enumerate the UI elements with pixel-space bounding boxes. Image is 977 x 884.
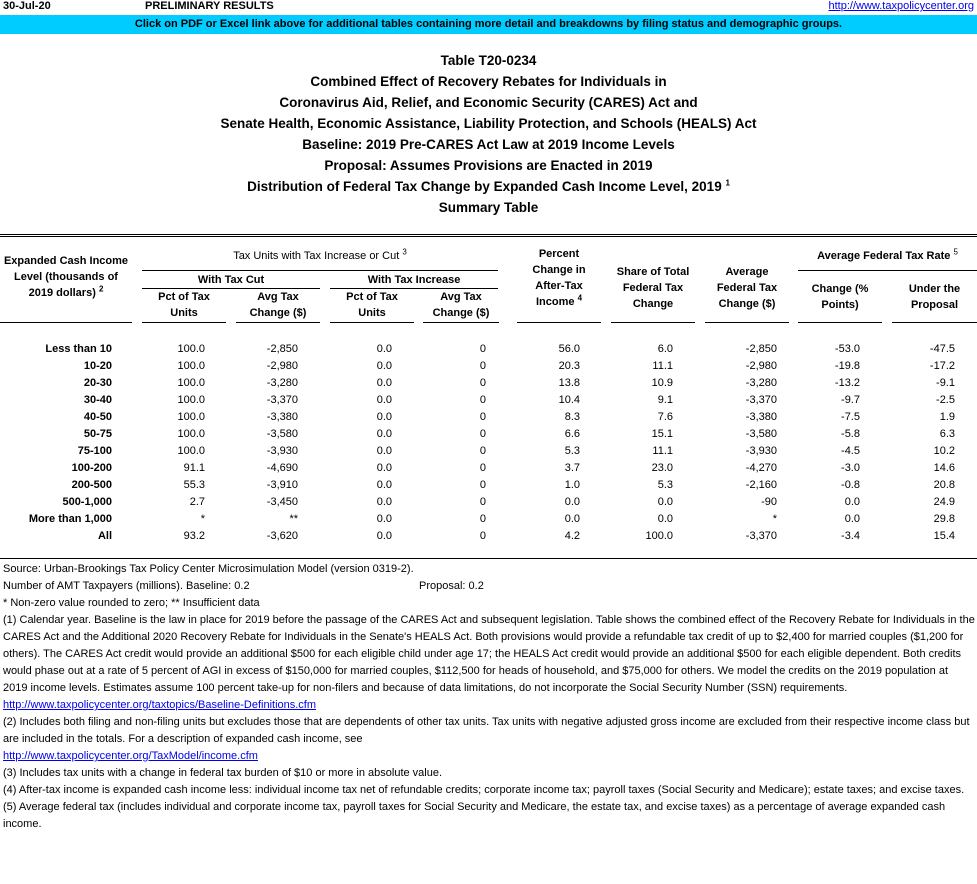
header-underline	[330, 322, 414, 323]
cell-pct-after-tax: 20.3	[558, 360, 580, 372]
row-label: 100-200	[71, 462, 112, 474]
cell-share: 0.0	[657, 496, 673, 508]
summary-title: Summary Table	[438, 200, 539, 215]
header-text: Income	[535, 296, 575, 308]
cell-rate-under: -47.5	[929, 343, 955, 355]
header-inc-avg	[423, 289, 499, 321]
header-text: Change in	[532, 264, 586, 276]
info-banner: Click on PDF or Excel link above for additional tables containing more detail and breakdowns by filing status and demographic groups.	[0, 15, 977, 34]
header-text: Federal Tax	[716, 282, 778, 294]
cell-inc-pct: 0.0	[376, 394, 392, 406]
amt-baseline: Number of AMT Taxpayers (millions). Baseline: 0.2	[3, 580, 250, 592]
cell-rate-change: 0.0	[844, 513, 860, 525]
cell-avg-fed: -2,980	[745, 360, 777, 372]
cell-inc-avg: 0	[479, 530, 486, 542]
row-label: More than 1,000	[28, 513, 112, 525]
footnote-ref: 5	[953, 247, 958, 257]
cell-avg-fed: -3,280	[745, 377, 777, 389]
cell-avg-fed: -3,380	[745, 411, 777, 423]
cell-inc-avg: 0	[479, 411, 486, 423]
header-text: Percent	[538, 248, 580, 260]
table-row	[0, 358, 977, 375]
proposal-title: Proposal: Assumes Provisions are Enacted in 2019	[324, 158, 653, 173]
cell-avg-fed: -3,930	[745, 445, 777, 457]
cell-share: 0.0	[657, 513, 673, 525]
header-text: Proposal	[910, 299, 959, 311]
cell-avg-fed: -3,370	[745, 394, 777, 406]
header-text: Units	[170, 307, 198, 319]
header-income-level	[0, 253, 132, 301]
header-text: Avg Tax	[440, 291, 482, 303]
table-row	[0, 426, 977, 443]
cell-avg-fed: -4,270	[745, 462, 777, 474]
header-share	[611, 264, 695, 312]
cell-avg-fed: -2,850	[745, 343, 777, 355]
cell-inc-pct: 0.0	[376, 428, 392, 440]
row-label: 200-500	[71, 479, 112, 491]
cell-cut-avg: -3,910	[266, 479, 298, 491]
footnote-ref: 1	[725, 178, 730, 188]
cell-cut-pct: 100.0	[177, 360, 205, 372]
header-rate-under	[892, 281, 977, 313]
cell-rate-change: -13.2	[834, 377, 860, 389]
cell-rate-change: -19.8	[834, 360, 860, 372]
cell-cut-pct: 91.1	[183, 462, 205, 474]
header-with-increase: With Tax Increase	[367, 274, 461, 286]
cell-inc-pct: 0.0	[376, 496, 392, 508]
cell-cut-avg: -3,280	[266, 377, 298, 389]
cell-pct-after-tax: 8.3	[564, 411, 580, 423]
cell-pct-after-tax: 3.7	[564, 462, 580, 474]
cell-cut-avg: -4,690	[266, 462, 298, 474]
header-avg-fed-change	[705, 264, 789, 312]
cell-share: 100.0	[645, 530, 673, 542]
header-underline	[423, 322, 499, 323]
cell-cut-pct: 93.2	[183, 530, 205, 542]
cell-pct-after-tax: 1.0	[564, 479, 580, 491]
table-row	[0, 528, 977, 545]
cell-inc-pct: 0.0	[376, 411, 392, 423]
cell-cut-pct: *	[200, 513, 205, 525]
cell-rate-under: 15.4	[933, 530, 955, 542]
header-underline	[611, 322, 695, 323]
table-row	[0, 443, 977, 460]
table-row	[0, 477, 977, 494]
cell-rate-under: 20.8	[933, 479, 955, 491]
header-text: Change	[632, 298, 674, 310]
cell-rate-change: -4.5	[841, 445, 860, 457]
header-cut-pct	[142, 289, 226, 321]
cell-rate-change: 0.0	[844, 496, 860, 508]
cell-inc-avg: 0	[479, 394, 486, 406]
cell-share: 6.0	[657, 343, 673, 355]
cell-inc-avg: 0	[479, 377, 486, 389]
row-label: Less than 10	[45, 343, 112, 355]
header-rate-change	[798, 281, 882, 313]
cell-inc-pct: 0.0	[376, 479, 392, 491]
table-row	[0, 409, 977, 426]
header-text: 2019 dollars)	[28, 287, 96, 299]
cell-inc-avg: 0	[479, 479, 486, 491]
cell-rate-under: 10.2	[933, 445, 955, 457]
top-bar	[0, 0, 977, 14]
header-text: Change ($)	[249, 307, 307, 319]
cell-pct-after-tax: 56.0	[558, 343, 580, 355]
cell-cut-avg: -3,370	[266, 394, 298, 406]
cell-inc-pct: 0.0	[376, 513, 392, 525]
header-underline	[705, 322, 789, 323]
baseline-definitions-link[interactable]: http://www.taxpolicycenter.org/taxtopics/Baseline-Definitions.cfm	[3, 699, 317, 711]
header-tax-units-group	[142, 248, 498, 264]
header-with-cut: With Tax Cut	[197, 274, 265, 286]
cell-rate-under: 24.9	[933, 496, 955, 508]
cell-rate-under: 6.3	[939, 428, 955, 440]
cell-cut-avg: **	[289, 513, 298, 525]
cell-share: 11.1	[652, 360, 673, 372]
cell-inc-pct: 0.0	[376, 343, 392, 355]
cell-avg-fed: -3,580	[745, 428, 777, 440]
header-inc-pct	[330, 289, 414, 321]
title-line-3: Senate Health, Economic Assistance, Liability Protection, and Schools (HEALS) Act	[220, 116, 757, 131]
header-text: Pct of Tax	[158, 291, 210, 303]
header-text: Average Federal Tax Rate	[817, 250, 951, 262]
cell-rate-under: -2.5	[936, 394, 955, 406]
cell-inc-avg: 0	[479, 445, 486, 457]
header-text: Avg Tax	[257, 291, 299, 303]
header-pct-after-tax	[517, 246, 601, 310]
header-text: Average	[725, 266, 769, 278]
table-id: Table T20-0234	[440, 53, 537, 68]
cell-avg-fed: *	[772, 513, 777, 525]
baseline-title: Baseline: 2019 Pre-CARES Act Law at 2019 Income Levels	[302, 137, 675, 152]
cell-share: 7.6	[657, 411, 673, 423]
footnote-ref: 2	[98, 284, 104, 294]
footnotes	[3, 561, 975, 833]
distribution-title	[0, 176, 977, 197]
cell-share: 11.1	[652, 445, 673, 457]
amt-note	[3, 578, 975, 595]
cell-pct-after-tax: 4.2	[564, 530, 580, 542]
cell-cut-avg: -3,450	[266, 496, 298, 508]
header-cut-avg	[236, 289, 320, 321]
cell-avg-fed: -3,370	[745, 530, 777, 542]
header-underline	[517, 322, 601, 323]
table-row	[0, 392, 977, 409]
title-line-1: Combined Effect of Recovery Rebates for Individuals in	[310, 74, 667, 89]
header-text: Expanded Cash Income	[3, 255, 129, 267]
cell-cut-avg: -3,580	[266, 428, 298, 440]
cell-share: 10.9	[651, 377, 673, 389]
cell-cut-avg: -3,380	[266, 411, 298, 423]
cell-cut-avg: -2,850	[266, 343, 298, 355]
footnote-4: (4) After-tax income is expanded cash income less: individual income tax net of refundable credits; corporate income tax; payroll taxes (Social Security and Medicare); estate taxes; and excise taxes.	[3, 784, 965, 796]
header-rate-group	[798, 248, 977, 264]
cell-pct-after-tax: 6.6	[564, 428, 580, 440]
group-underline	[798, 270, 977, 271]
footnote-ref: 4	[577, 293, 583, 303]
cell-pct-after-tax: 0.0	[564, 496, 580, 508]
footnote-2: (2) Includes both filing and non-filing units but excludes those that are dependents of other tax units. Tax units with negative adjusted gross income are excluded from their respective income class but are included in the totals. For a description of expanded cash income, see	[3, 716, 970, 745]
cell-inc-avg: 0	[479, 513, 486, 525]
table-row	[0, 375, 977, 392]
cell-cut-avg: -2,980	[266, 360, 298, 372]
header-underline	[0, 322, 132, 323]
cell-pct-after-tax: 10.4	[558, 394, 580, 406]
header-text: Pct of Tax	[346, 291, 398, 303]
header-text: Change ($)	[432, 307, 490, 319]
cell-inc-pct: 0.0	[376, 360, 392, 372]
table-titles	[0, 50, 977, 218]
footnote-3: (3) Includes tax units with a change in federal tax burden of $10 or more in absolute value.	[3, 767, 443, 779]
cell-pct-after-tax: 5.3	[564, 445, 580, 457]
header-text: Share of Total	[616, 266, 690, 278]
cell-rate-under: 29.8	[933, 513, 955, 525]
cell-share: 5.3	[657, 479, 673, 491]
cell-rate-change: -5.8	[841, 428, 860, 440]
header-text: Tax Units with Tax Increase or Cut	[233, 250, 400, 262]
cell-inc-avg: 0	[479, 343, 486, 355]
cell-share: 9.1	[657, 394, 673, 406]
source-note: Source: Urban-Brookings Tax Policy Center Microsimulation Model (version 0319-2).	[3, 563, 414, 575]
cell-cut-pct: 100.0	[177, 377, 205, 389]
header-text: Change ($)	[718, 298, 776, 310]
cell-inc-avg: 0	[479, 462, 486, 474]
preliminary-label: PRELIMINARY RESULTS	[145, 0, 274, 12]
cell-inc-pct: 0.0	[376, 445, 392, 457]
cell-rate-change: -3.4	[841, 530, 860, 542]
cell-pct-after-tax: 0.0	[564, 513, 580, 525]
row-label: 20-30	[83, 377, 112, 389]
cell-share: 15.1	[651, 428, 673, 440]
header-underline	[236, 322, 320, 323]
cell-cut-avg: -3,620	[266, 530, 298, 542]
row-label: 30-40	[83, 394, 112, 406]
income-definition-link[interactable]: http://www.taxpolicycenter.org/TaxModel/income.cfm	[3, 750, 258, 762]
footnote-1: (1) Calendar year. Baseline is the law in place for 2019 before the passage of the CARES Act and subsequent legislation. Table shows the combined effect of the Recovery Rebate for Individuals in the CARES Act and the Additional 2020 Recovery Rebate for Individuals in the Senate's HEALS Act. Both provisions would provide a refundable tax credit of up to $2,400 for married couples ($1,200 for others). The CARES Act credit would provide an additional $500 for each eligible child under age 17; the HEALS Act credit would provide an additional $500 for each eligible dependent. Both credits would phase out at a rate of 5 percent of AGI in excess of $150,000 for married couples, $112,500 for heads of household, and $75,000 for others. We model the credits on the 2019 population at 2019 income levels. Estimates assume 100 percent take-up for non-filers and because of data limitations, do not incorporate the Social Security Number (SSN) requirements.	[3, 614, 975, 694]
distribution-text: Distribution of Federal Tax Change by Expanded Cash Income Level, 2019	[247, 179, 722, 194]
cell-rate-change: -3.0	[841, 462, 860, 474]
symbol-legend: * Non-zero value rounded to zero; ** Insufficient data	[3, 597, 260, 609]
header-text: Change (%	[811, 283, 869, 295]
header-underline	[892, 322, 977, 323]
table-row	[0, 460, 977, 477]
table-row	[0, 494, 977, 511]
header-text: Points)	[821, 299, 859, 311]
row-label: 500-1,000	[62, 496, 112, 508]
header-underline	[798, 322, 882, 323]
report-date: 30-Jul-20	[3, 0, 51, 12]
cell-inc-pct: 0.0	[376, 530, 392, 542]
cell-rate-under: 1.9	[939, 411, 955, 423]
table-row	[0, 341, 977, 358]
cell-inc-avg: 0	[479, 496, 486, 508]
cell-rate-change: -53.0	[834, 343, 860, 355]
cell-avg-fed: -2,160	[745, 479, 777, 491]
cell-inc-pct: 0.0	[376, 462, 392, 474]
cell-share: 23.0	[651, 462, 673, 474]
row-label: 40-50	[83, 411, 112, 423]
title-line-2: Coronavirus Aid, Relief, and Economic Security (CARES) Act and	[279, 95, 698, 110]
cell-cut-pct: 100.0	[177, 445, 205, 457]
cell-cut-pct: 2.7	[189, 496, 205, 508]
header-text: Units	[358, 307, 386, 319]
header-text: Under the	[908, 283, 961, 295]
group-underline	[142, 270, 498, 271]
cell-rate-under: -9.1	[936, 377, 955, 389]
table-row	[0, 511, 977, 528]
cell-cut-avg: -3,930	[266, 445, 298, 457]
header-text: Federal Tax	[622, 282, 684, 294]
row-label: All	[97, 530, 112, 542]
footnote-ref: 3	[402, 247, 407, 257]
cell-avg-fed: -90	[761, 496, 777, 508]
header-text: Level (thousands of	[14, 271, 118, 283]
cell-rate-under: -17.2	[929, 360, 955, 372]
amt-proposal: Proposal: 0.2	[419, 580, 484, 592]
cell-rate-change: -9.7	[841, 394, 860, 406]
header-underline	[142, 322, 226, 323]
cell-cut-pct: 100.0	[177, 428, 205, 440]
cell-inc-avg: 0	[479, 428, 486, 440]
cell-cut-pct: 100.0	[177, 394, 205, 406]
cell-rate-change: -0.8	[841, 479, 860, 491]
cell-rate-under: 14.6	[933, 462, 955, 474]
cell-cut-pct: 55.3	[183, 479, 205, 491]
cell-pct-after-tax: 13.8	[558, 377, 580, 389]
cell-inc-avg: 0	[479, 360, 486, 372]
footnote-5: (5) Average federal tax (includes individual and corporate income tax, payroll taxes for Social Security and Medicare, the estate tax, and excise taxes) as a percentage of average expanded cash income.	[3, 801, 946, 830]
site-link[interactable]: http://www.taxpolicycenter.org	[828, 0, 974, 12]
cell-cut-pct: 100.0	[177, 343, 205, 355]
row-label: 10-20	[83, 360, 112, 372]
row-label: 50-75	[83, 428, 112, 440]
top-double-rule	[0, 234, 977, 237]
row-label: 75-100	[77, 445, 112, 457]
table-body	[0, 341, 977, 545]
header-text: After-Tax	[535, 280, 583, 292]
cell-rate-change: -7.5	[841, 411, 860, 423]
bottom-rule	[0, 558, 977, 559]
cell-cut-pct: 100.0	[177, 411, 205, 423]
cell-inc-pct: 0.0	[376, 377, 392, 389]
